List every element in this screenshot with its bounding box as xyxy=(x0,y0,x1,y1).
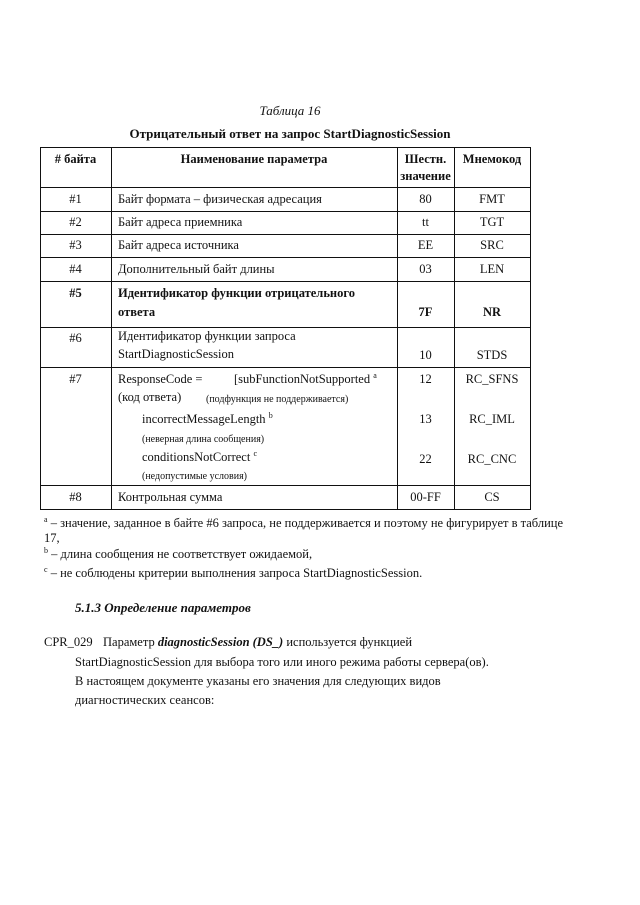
row8-name: Контрольная сумма xyxy=(118,490,223,504)
response-item-1: [subFunctionNotSupported $^a$ xyxy=(234,370,377,386)
row2-name: Байт адреса приемника xyxy=(118,215,243,229)
footnote-c: $^c$ – не соблюдены критерии выполнения запроса StartDiagnosticSession. xyxy=(44,564,423,580)
row6-name-line1: Идентификатор функции запроса xyxy=(118,329,296,343)
table-rule xyxy=(40,147,531,148)
footnote-a: $^a$ – значение, заданное в байте #6 запроса, не поддерживается и поэтому не фигурирует в таблице 17, xyxy=(44,514,564,545)
response-item-1-sub-prefix: (код ответа) xyxy=(118,390,182,404)
table-caption: Таблица 16 xyxy=(259,103,321,118)
row1-byte: #1 xyxy=(69,192,82,206)
table-rule xyxy=(530,147,531,510)
row3-hex: EE xyxy=(417,238,434,252)
paragraph-line4: диагностических сеансов: xyxy=(75,693,215,707)
response-item-2-hex: 13 xyxy=(419,412,432,426)
table-rule xyxy=(40,187,531,188)
table-rule xyxy=(40,509,531,510)
row5-name-line2: ответа xyxy=(118,305,156,319)
paragraph-line1: Параметр diagnosticSession (DS_) используется функцией xyxy=(103,635,413,649)
response-item-3-hex: 22 xyxy=(419,452,432,466)
table-rule xyxy=(40,257,531,258)
section-heading: 5.1.3 Определение параметров xyxy=(75,600,251,615)
row5-mnemonic: NR xyxy=(482,305,502,319)
row8-mnemonic: CS xyxy=(484,490,500,504)
row2-byte: #2 xyxy=(69,215,82,229)
row8-byte: #8 xyxy=(69,490,82,504)
row7-byte: #7 xyxy=(69,372,82,386)
response-item-2: incorrectMessageLength $^b$ xyxy=(142,410,273,426)
row2-mnemonic: TGT xyxy=(479,215,505,229)
row4-name: Дополнительный байт длины xyxy=(118,262,275,276)
header-name: Наименование параметра xyxy=(180,152,328,166)
row2-hex: tt xyxy=(422,215,429,229)
parameter-table xyxy=(40,147,531,510)
table-rule xyxy=(40,281,531,282)
table-title: Отрицательный ответ на запрос StartDiagnosticSession xyxy=(129,126,451,141)
header-hex-line2: значение xyxy=(400,169,451,183)
paragraph-line3: В настоящем документе указаны его значения для следующих видов xyxy=(75,674,441,688)
response-item-1-sub: (подфункция не поддерживается) xyxy=(206,394,349,405)
response-item-2-sub: (неверная длина сообщения) xyxy=(142,434,265,445)
response-code-label: ResponseCode = xyxy=(118,372,203,386)
row4-byte: #4 xyxy=(69,262,82,276)
row6-name-line2: StartDiagnosticSession xyxy=(118,347,234,361)
row1-name: Байт формата – физическая адресация xyxy=(118,192,322,206)
table-rule xyxy=(40,485,531,486)
table-rule xyxy=(111,147,112,510)
row5-hex: 7F xyxy=(418,305,433,319)
row5-byte: #5 xyxy=(69,286,82,300)
row6-mnemonic: STDS xyxy=(476,348,508,362)
response-item-2-mnemonic: RC_IML xyxy=(469,412,515,426)
response-item-3: conditionsNotCorrect $^c$ xyxy=(142,448,258,464)
row4-mnemonic: LEN xyxy=(479,262,505,276)
table-rule xyxy=(40,367,531,368)
table-rule xyxy=(40,211,531,212)
response-item-1-hex: 12 xyxy=(419,372,432,386)
row6-byte: #6 xyxy=(69,331,82,345)
row1-hex: 80 xyxy=(419,192,432,206)
row8-hex: 00-FF xyxy=(410,490,441,504)
response-item-3-mnemonic: RC_CNC xyxy=(467,452,517,466)
header-mnemonic: Мнемокод xyxy=(462,152,522,166)
row3-byte: #3 xyxy=(69,238,82,252)
row3-name: Байт адреса источника xyxy=(118,238,239,252)
row5-name-line1: Идентификатор функции отрицательного xyxy=(118,286,355,300)
row4-hex: 03 xyxy=(419,262,432,276)
footnote-b: $^b$ – длина сообщения не соответствует ожидаемой, xyxy=(44,545,313,561)
table-rule xyxy=(40,234,531,235)
row6-hex: 10 xyxy=(419,348,432,362)
response-item-3-sub: (недопустимые условия) xyxy=(142,471,248,482)
response-item-1-mnemonic: RC_SFNS xyxy=(465,372,519,386)
row1-mnemonic: FMT xyxy=(479,192,505,206)
row3-mnemonic: SRC xyxy=(480,238,504,252)
header-hex-line1: Шестн. xyxy=(404,152,447,166)
paragraph-id: CPR_029 xyxy=(44,635,93,649)
paragraph-line2: StartDiagnosticSession для выбора того или иного режима работы сервера(ов). xyxy=(75,655,489,669)
header-byte: # байта xyxy=(54,152,97,166)
